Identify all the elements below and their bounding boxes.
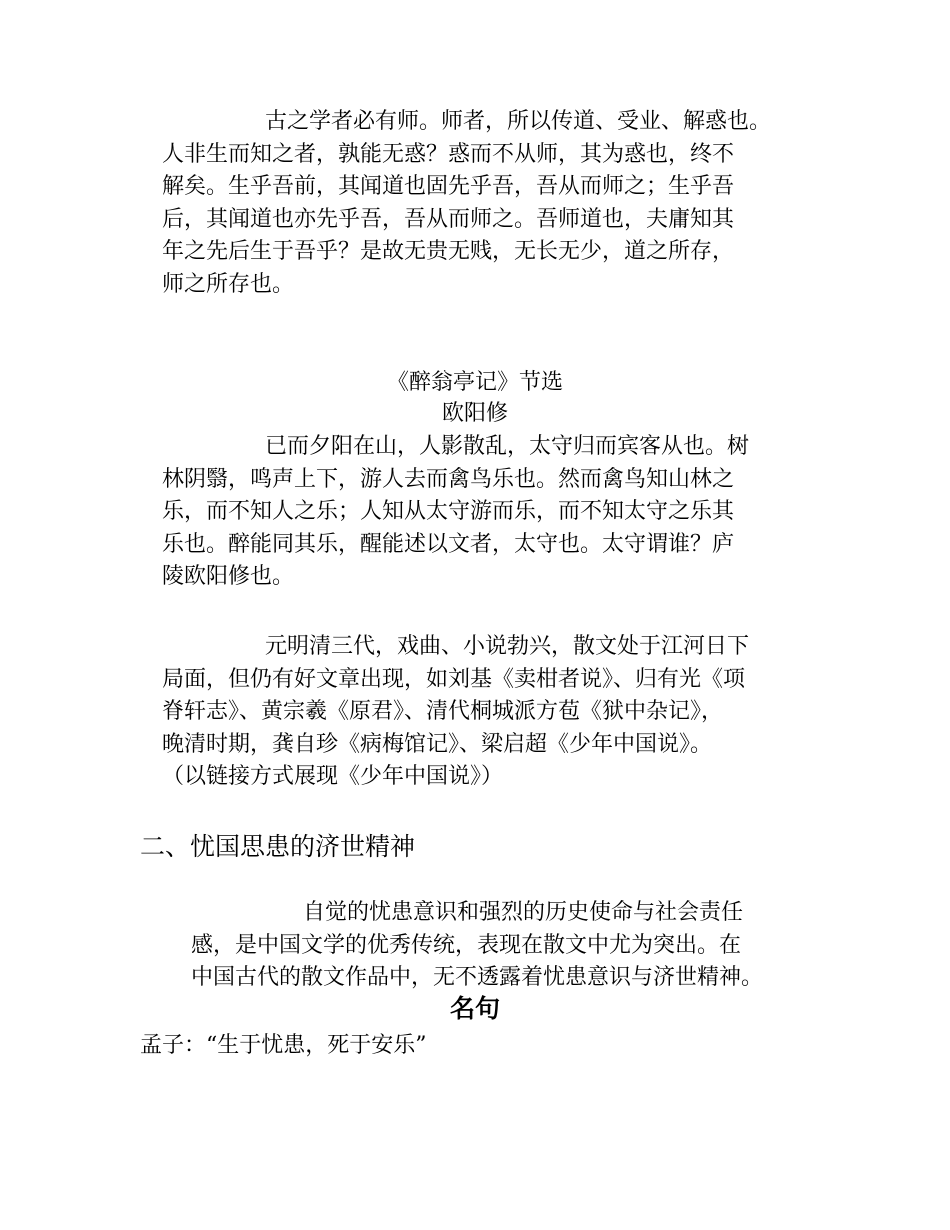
text-line: 陵欧阳修也。 bbox=[162, 564, 295, 589]
mencius-quote: 孟子：“生于忧患，死于安乐” bbox=[140, 1033, 427, 1058]
zuiweng-author: 欧阳修 bbox=[441, 401, 508, 426]
zuiweng-paragraph bbox=[162, 431, 749, 594]
text-line: 脊轩志》、黄宗羲《原君》、清代桐城派方苞《狱中杂记》， bbox=[162, 699, 724, 724]
text-line: 年之先后生于吾乎？是故无贵无贱，无长无少，道之所存， bbox=[162, 239, 735, 264]
text-line: 晚清时期，龚自珍《病梅馆记》、梁启超《少年中国说》。 bbox=[162, 731, 713, 757]
section-heading: 二、忧国思患的济世精神 bbox=[140, 832, 416, 861]
text-line: 后，其闻道也亦先乎吾，吾从而师之。吾师道也，夫庸知其 bbox=[162, 206, 735, 232]
text-line: 乐，而不知人之乐；人知从太守游而乐，而不知太守之乐其 bbox=[162, 499, 735, 524]
text-line: 乐也。醉能同其乐，醒能述以文者，太守也。太守谓谁？庐 bbox=[162, 531, 735, 557]
text-line: 中国古代的散文作品中，无不透露着忧患意识与济世精神。 bbox=[191, 965, 764, 990]
text-line: 古之学者必有师。师者，所以传道、受业、解惑也。 bbox=[265, 109, 772, 134]
famous-quotes-heading: 名句 bbox=[449, 994, 500, 1023]
section2-paragraph bbox=[191, 897, 763, 995]
text-line: 师之所存也。 bbox=[162, 271, 295, 297]
yuanmingqing-paragraph bbox=[162, 631, 749, 794]
text-line: 感，是中国文学的优秀传统，表现在散文中尤为突出。在 bbox=[191, 932, 742, 958]
text-line: 林阴翳，鸣声上下，游人去而禽鸟乐也。然而禽鸟知山林之 bbox=[162, 466, 735, 492]
text-line: 自觉的忧患意识和强烈的历史使命与社会责任 bbox=[303, 900, 744, 925]
text-line: 人非生而知之者，孰能无惑？惑而不从师，其为惑也，终不 bbox=[162, 141, 735, 167]
text-line: 解矣。生乎吾前，其闻道也固先乎吾，吾从而师之；生乎吾 bbox=[162, 174, 735, 199]
text-line: 已而夕阳在山，人影散乱，太守归而宾客从也。树 bbox=[265, 434, 750, 459]
text-line: （以链接方式展现《少年中国说》） bbox=[162, 764, 504, 789]
shishuo-paragraph bbox=[162, 106, 771, 301]
text-line: 局面，但仍有好文章出现，如刘基《卖柑者说》、归有光《项 bbox=[162, 666, 746, 692]
text-line: 元明清三代，戏曲、小说勃兴，散文处于江河日下 bbox=[265, 634, 750, 659]
zuiweng-title: 《醉翁亭记》节选 bbox=[386, 370, 563, 395]
